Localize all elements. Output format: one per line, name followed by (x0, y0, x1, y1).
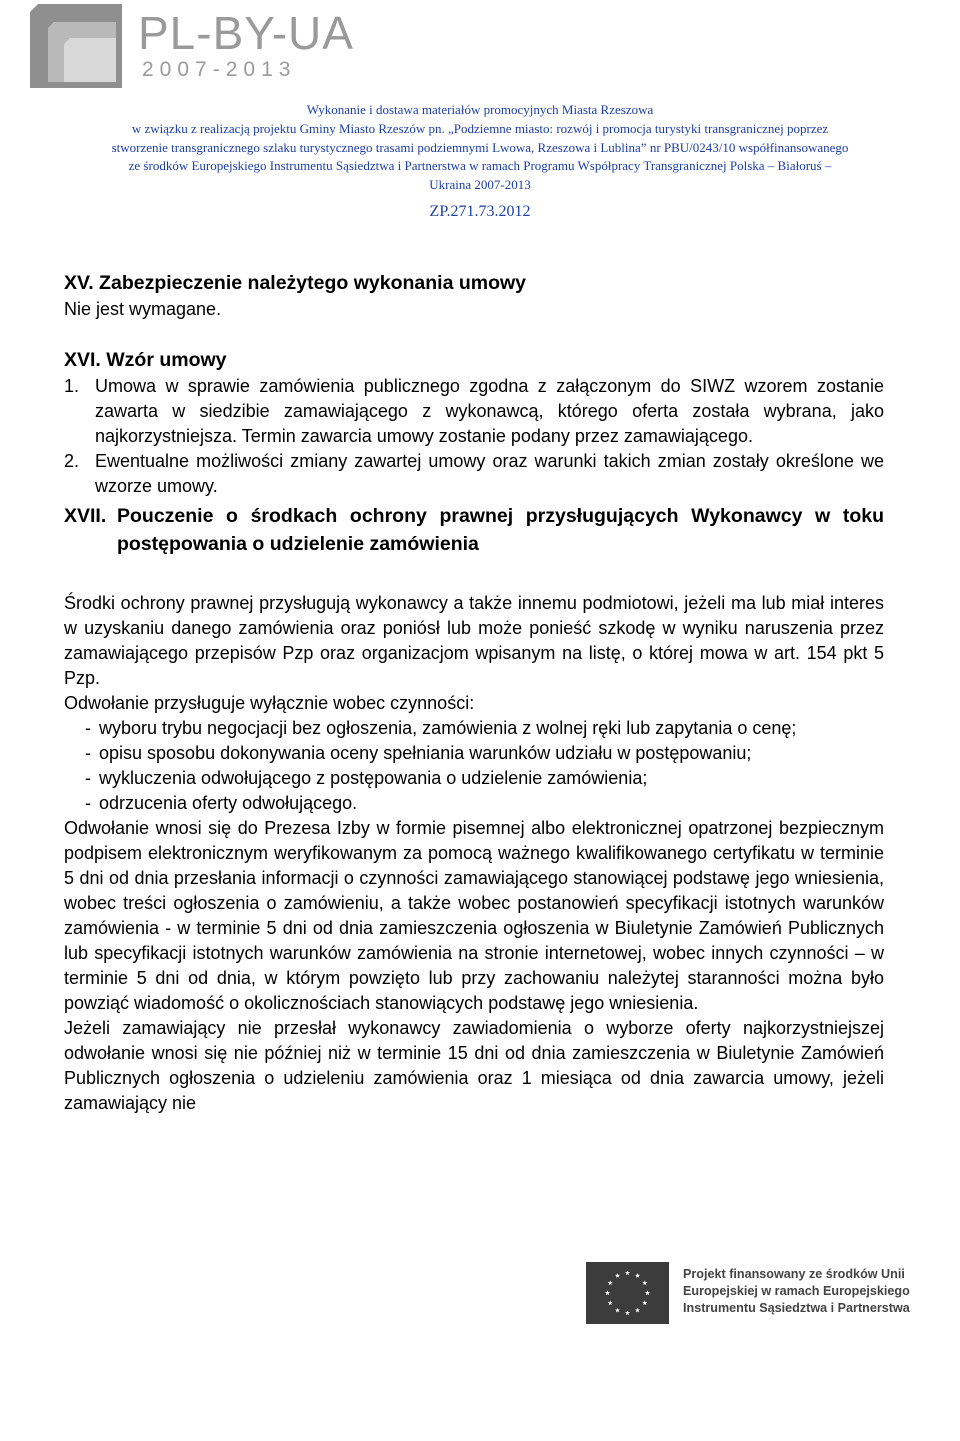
list-item (85, 791, 884, 816)
eu-funding-logo (586, 1262, 926, 1324)
list-item (85, 766, 884, 791)
list-item (85, 716, 884, 741)
appeal-actions-list (64, 716, 884, 816)
program-logo (30, 4, 354, 88)
eu-funding-line: Europejskiej w ramach Europejskiego (683, 1284, 910, 1298)
list-item-text: Ewentualne możliwości zmiany zawartej umowy oraz warunki takich zmian zostały określone we wzorze umowy. (95, 451, 884, 496)
list-item (64, 449, 884, 499)
list-item-text: wyboru trybu negocjacji bez ogłoszenia, zamówienia z wolnej ręki lub zapytania o cenę; (99, 718, 797, 738)
list-item-text: odrzucenia oferty odwołującego. (99, 793, 358, 813)
section-16-list (64, 374, 884, 499)
paragraph: Środki ochrony prawnej przysługują wykonawcy a także innemu podmiotowi, jeżeli ma lub miał interes w uzyskaniu danego zamówienia oraz poniósł lub może ponieść szkodę w wyniku naruszenia przez zamawiającego przepisów Pzp oraz organizacjom wpisanym na listę, o której mowa w art. 154 pkt 5 Pzp. (64, 593, 884, 688)
paragraph: Odwołanie przysługuje wyłącznie wobec czynności: (64, 693, 475, 713)
list-dash: - (85, 793, 91, 813)
list-dash: - (85, 743, 91, 763)
eu-funding-line: Projekt finansowany ze środków Unii (683, 1267, 905, 1281)
section-17-title: Pouczenie o środkach ochrony prawnej przysługujących Wykonawcy w toku postępowania o udzielenie zamówienia (117, 505, 884, 555)
header-line: ze środków Europejskiego Instrumentu Sąsiedztwa i Partnerstwa w ramach Programu Współpracy Transgranicznej Polska – Białoruś – (128, 158, 832, 174)
section-16-title: XVI. Wzór umowy (64, 349, 227, 371)
list-dash: - (85, 718, 91, 738)
eu-funding-line: Instrumentu Sąsiedztwa i Partnerstwa (683, 1301, 910, 1315)
document-header (40, 101, 920, 195)
header-line: w związku z realizacją projektu Gminy Miasto Rzeszów pn. „Podziemne miasto: rozwój i promocja turystyki transgranicznej poprzez (131, 120, 829, 136)
eu-flag-icon (586, 1262, 669, 1324)
document-body (64, 270, 884, 1116)
program-logo-name: PL-BY-UA (138, 7, 354, 59)
program-logo-years: 2007-2013 (142, 58, 297, 81)
list-item-number: 2. (64, 451, 80, 471)
list-item (85, 741, 884, 766)
list-dash: - (85, 768, 91, 788)
header-line: Ukraina 2007-2013 (429, 177, 531, 193)
paragraph: Jeżeli zamawiający nie przesłał wykonawcy zawiadomienia o wyborze oferty najkorzystniejszej odwołanie wnosi się nie później niż w terminie 15 dni od dnia zamieszczenia w Biuletynie Zamówień Publicznych ogłoszenia o udzieleniu zamówienia oraz 1 miesiąca od dnia zawarcia umowy, jeżeli zamawiający nie (64, 1018, 884, 1113)
section-17-number: XVII. (64, 505, 107, 527)
reference-number: ZP.271.73.2012 (429, 203, 531, 220)
header-line: Wykonanie i dostawa materiałów promocyjnych Miasta Rzeszowa (306, 102, 654, 117)
list-item-number: 1. (64, 376, 80, 396)
paragraph: Odwołanie wnosi się do Prezesa Izby w formie pisemnej albo elektronicznej opatrzonej bezpiecznym podpisem elektronicznym weryfikowanym za pomocą ważnego kwalifikowanego certyfikatu w terminie 5 dni od dnia przesłania informacji o czynności zamawiającego stanowiącej podstawę jego wniesienia, wobec treści ogłoszenia o zamówieniu, a także wobec postanowień specyfikacji istotnych warunków zamówienia - w terminie 5 dni od dnia zamieszczenia ogłoszenia w Biuletynie Zamówień Publicznych lub specyfikacji istotnych warunków zamówienia na stronie internetowej, wobec innych czynności – w terminie 5 dni od dnia, w którym powzięto lub przy zachowaniu należytej staranności można było powziąć wiadomość o okolicznościach stanowiących podstawę jego wniesienia. (64, 818, 884, 1013)
section-15-title: XV. Zabezpieczenie należytego wykonania umowy (64, 272, 527, 294)
header-line: stworzenie transgranicznego szlaku turystycznego trasami podziemnymi Lwowa, Rzeszowa i Lublina” nr PBU/0243/10 współfinansowanego (111, 139, 849, 155)
eu-funding-text (683, 1266, 910, 1317)
spacer (64, 558, 884, 591)
list-item-text: wykluczenia odwołującego z postępowania o udzielenie zamówienia; (99, 768, 648, 788)
list-item-text: Umowa w sprawie zamówienia publicznego zgodna z załączonym do SIWZ wzorem zostanie zawarta w siedzibie zamawiającego z wykonawcą, którego oferta została wybrana, jako najkorzystniejsza. Termin zawarcia umowy zostanie podany przez zamawiającego. (95, 376, 884, 446)
list-item (64, 374, 884, 449)
spacer (64, 322, 884, 347)
section-17-heading (64, 502, 884, 558)
section-15-text: Nie jest wymagane. (64, 299, 222, 319)
list-item-text: opisu sposobu dokonywania oceny spełniania warunków udziału w postępowaniu; (99, 743, 752, 763)
program-logo-mark (30, 4, 122, 88)
